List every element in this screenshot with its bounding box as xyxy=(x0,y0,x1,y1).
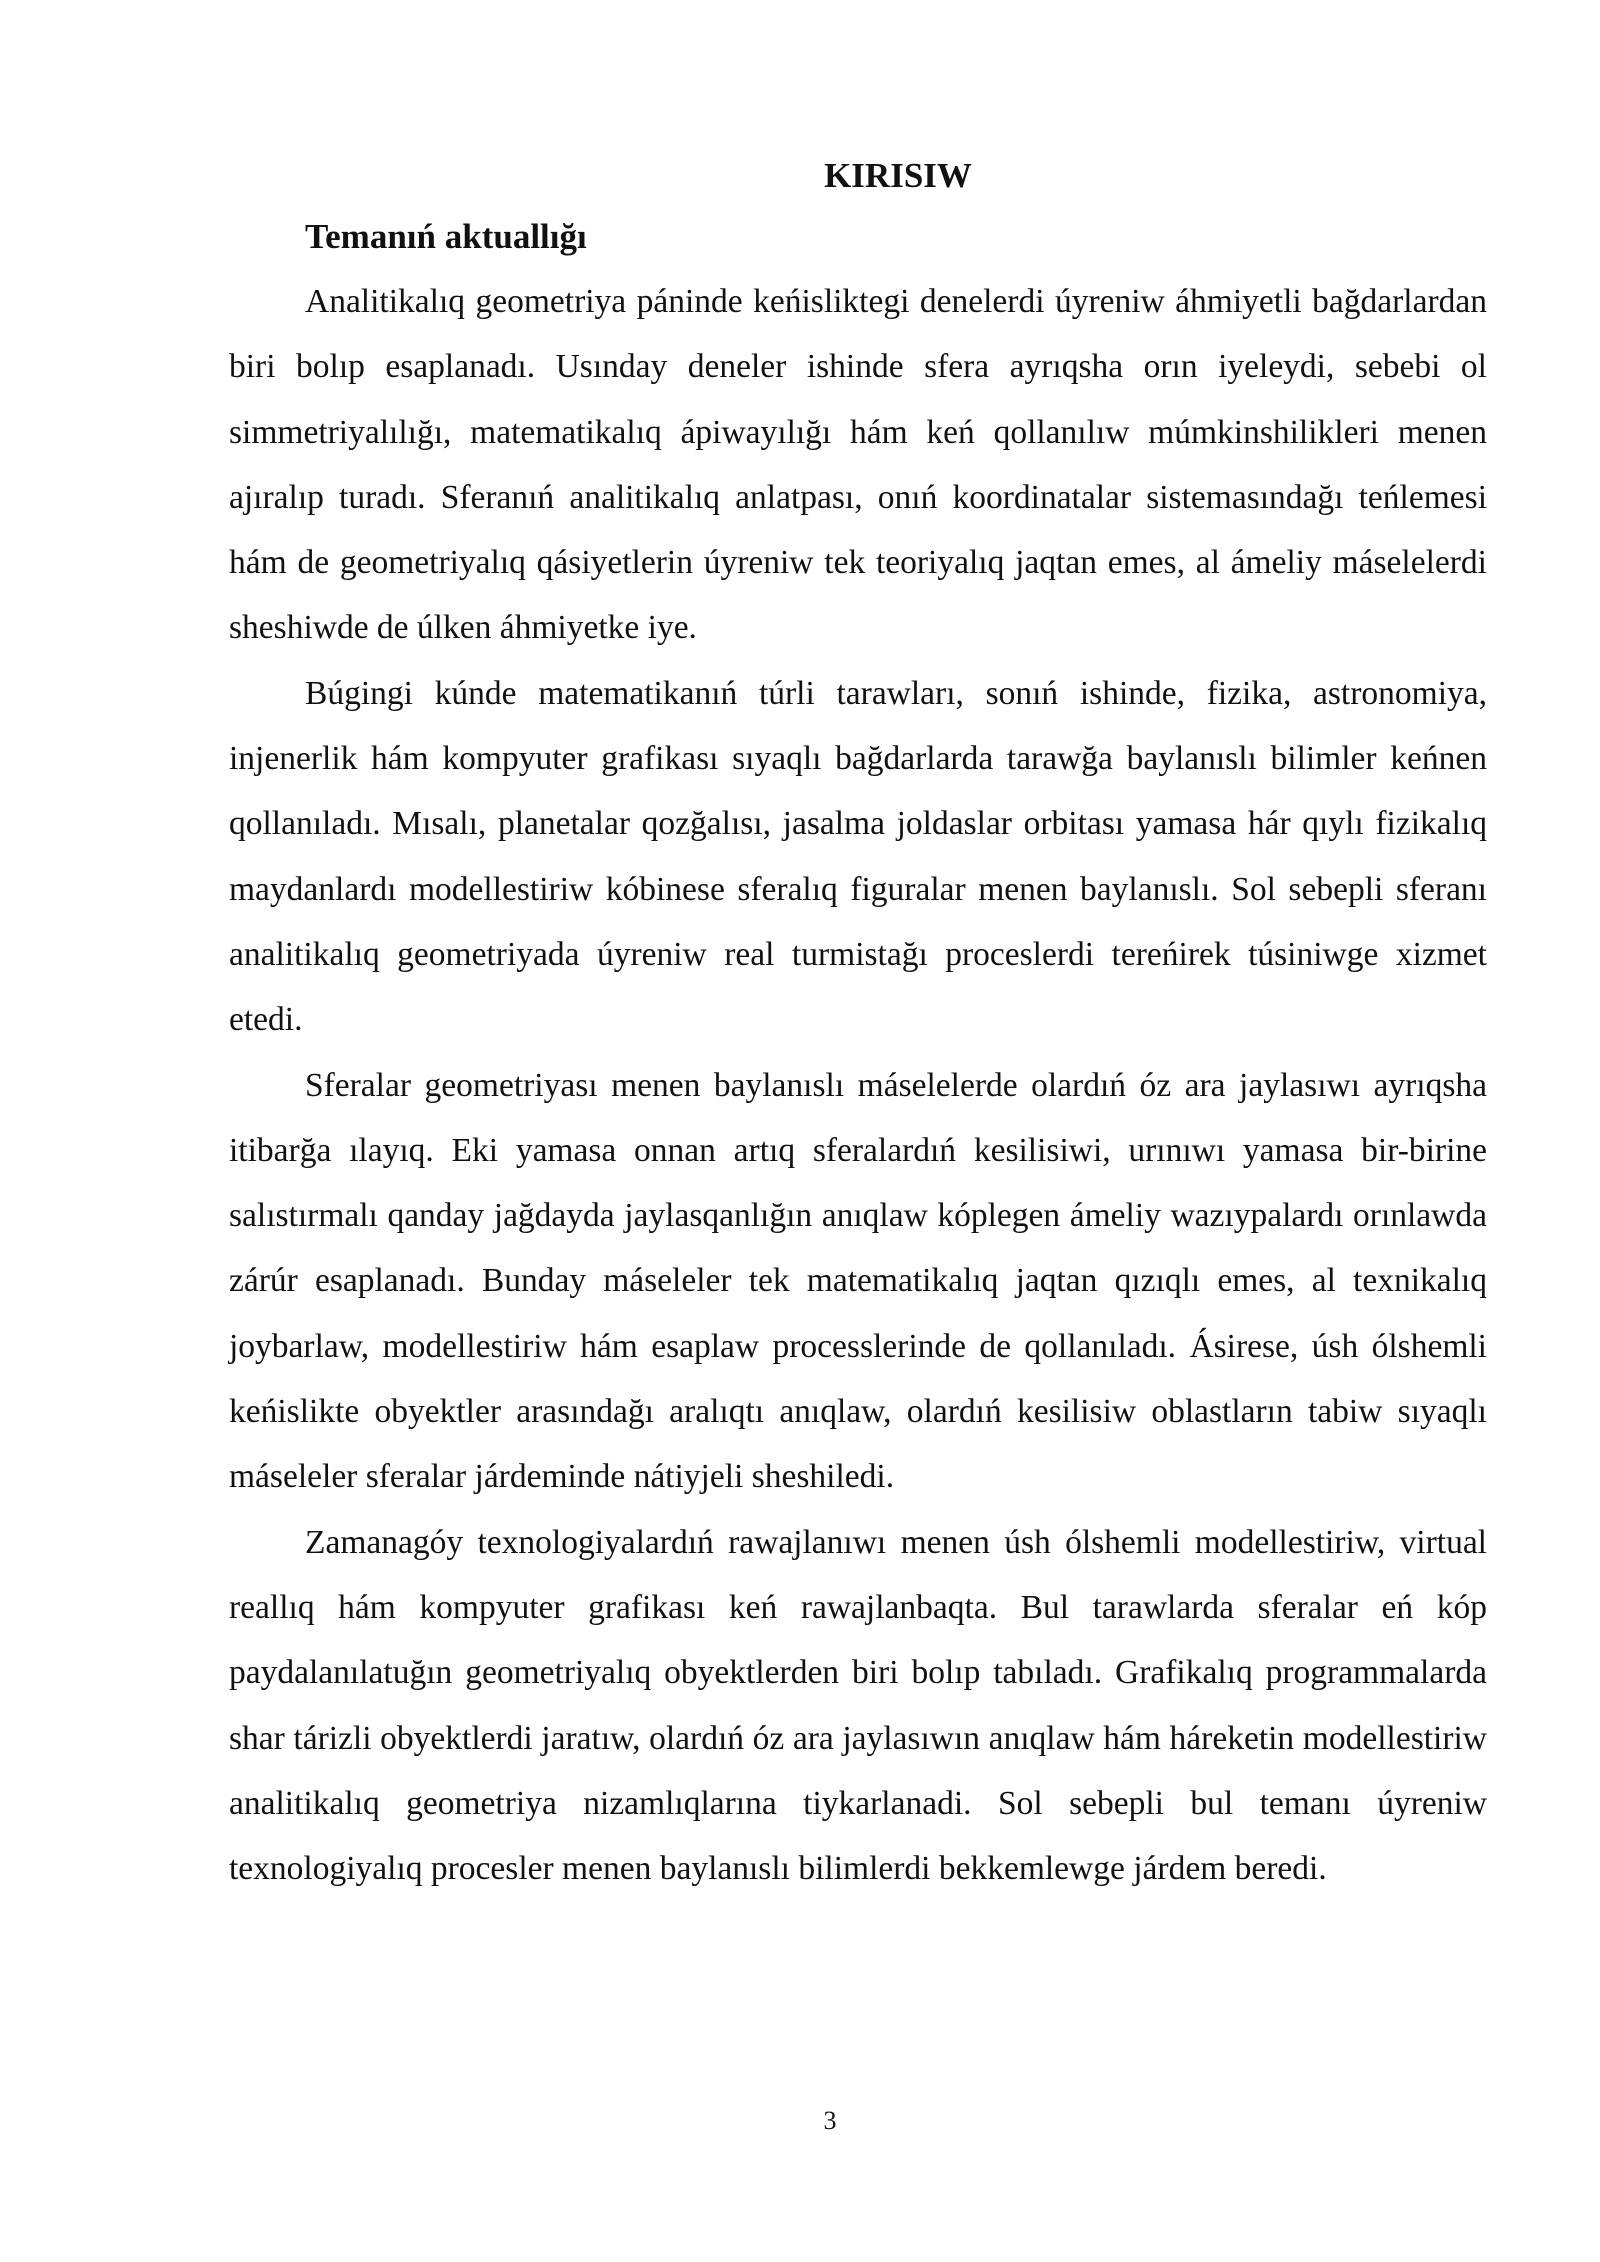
paragraph-4: Zamanagóy texnologiyalardıń rawajlanıwı menen úsh ólshemli modellestiriw, virtual reallıq hám kompyuter grafikası keń rawajlanbaqta. Bul tarawlarda sferalar eń kóp paydalanılatuğın geometriyalıq obyektlerden biri bolıp tabıladı. Grafikalıq programmalarda shar tárizli obyektlerdi jaratıw, olardıń óz ara jaylasıwın anıqlaw hám háreketin modellestiriw analitikalıq geometriya nizamlıqlarına tiykarlanadi. Sol sebepli bul temanı úyreniw texnologiyalıq procesler menen baylanıslı bilimlerdi bekkemlewge járdem beredi. xyxy=(229,1523,1487,1888)
page-title: KIRISIW xyxy=(824,156,972,195)
paragraph-2: Búgingi kúnde matematikanıń túrli tarawları, sonıń ishinde, fizika, astronomiya, injenerlik hám kompyuter grafikası sıyaqlı bağdarlarda tarawğa baylanıslı bilimler keńnen qollanıladı. Mısalı, planetalar qozğalısı, jasalma joldaslar orbitası yamasa hár qıylı fizikalıq maydanlardı modellestiriw kóbinese sferalıq figuralar menen baylanıslı. Sol sebepli sferanı analitikalıq geometriyada úyreniw real turmistağı proceslerdi tereńirek túsiniwge xizmet etedi. xyxy=(229,674,1487,1039)
page-content xyxy=(229,148,1487,1901)
paragraph-1: Analitikalıq geometriya páninde keńisliktegi denelerdi úyreniw áhmiyetli bağdarlardan biri bolıp esaplanadı. Usınday deneler ishinde sfera ayrıqsha orın iyeleydi, sebebi ol simmetriyalılığı, matematikalıq ápiwayılığı hám keń qollanılıw múmkinshilikleri menen ajıralıp turadı. Sferanıń analitikalıq anlatpası, onıń koordinatalar sistemasındağı teńlemesi hám de geometriyalıq qásiyetlerin úyreniw tek teoriyalıq jaqtan emes, al ámeliy máselelerdi sheshiwde de úlken áhmiyetke iye. xyxy=(229,283,1487,647)
page-number: 3 xyxy=(823,2106,837,2135)
section-heading: Temanıń aktuallığı xyxy=(305,217,587,256)
paragraph-3: Sferalar geometriyası menen baylanıslı máselelerde olardıń óz ara jaylasıwı ayrıqsha itibarğa ılayıq. Eki yamasa onnan artıq sferalardıń kesilisiwi, urınıwı yamasa bir-birine salıstırmalı qanday jağdayda jaylasqanlığın anıqlaw kóplegen ámeliy wazıypalardı orınlawda zárúr esaplanadı. Bunday máseleler tek matematikalıq jaqtan qızıqlı emes, al texnikalıq joybarlaw, modellestiriw hám esaplaw processlerinde de qollanıladı. Ásirese, úsh ólshemli keńislikte obyektler arasındağı aralıqtı anıqlaw, olardıń kesilisiw oblastların tabiw sıyaqlı máseleler sferalar járdeminde nátiyjeli sheshiledi. xyxy=(229,1066,1487,1496)
